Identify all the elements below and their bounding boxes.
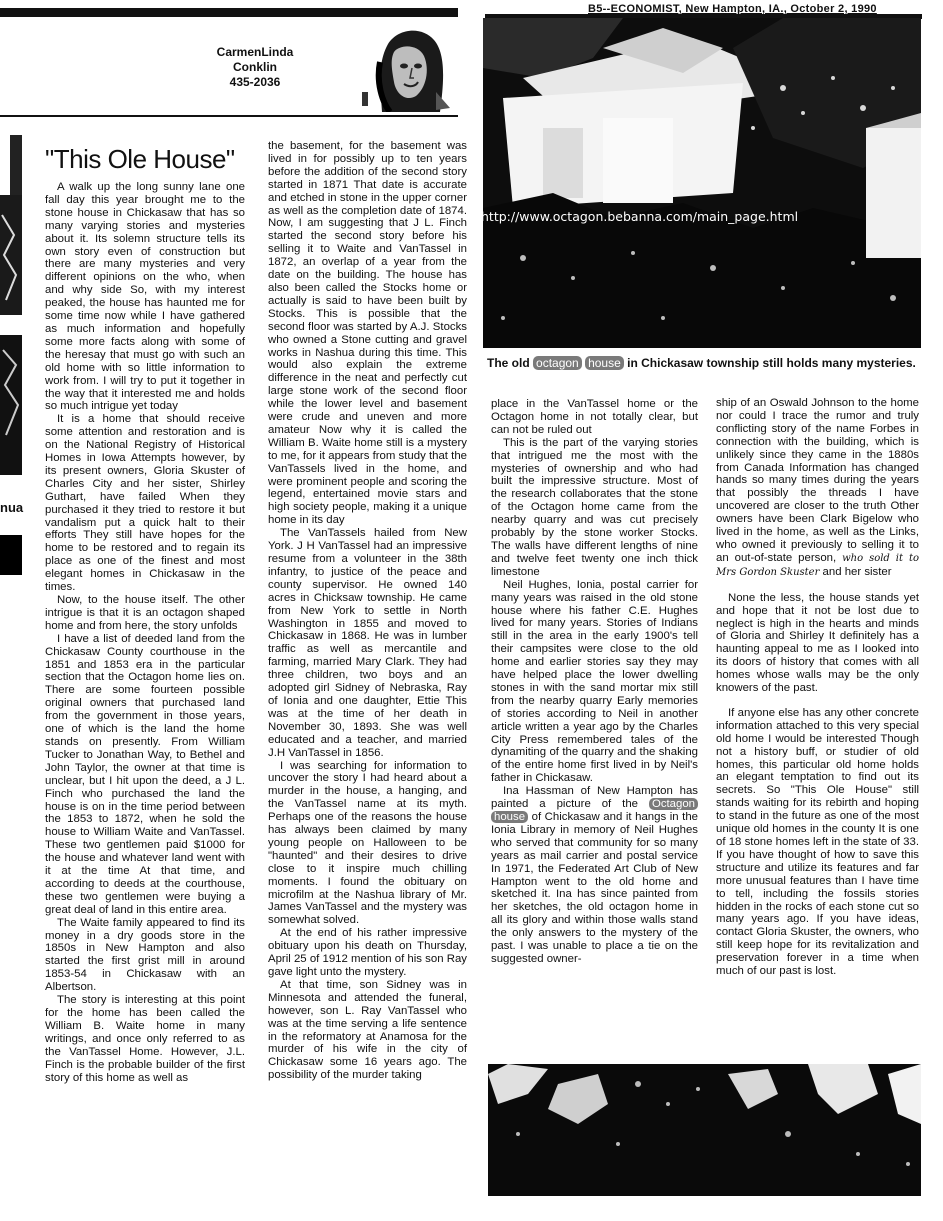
paragraph: I have a list of deeded land from the Chickasaw County courthouse in the 1851 and 1853 era in the particular section that the Octagon home lies on. There are some fourteen possible original owners that purchased land from the government in those years, one of which is the land the home stands on presently. From William Tucker to Jonathan Way, to Bethel and John Taylor, the owner at that time is unclear, but I hit upon the deed, a J L. Finch who purchased the land the house is on in the time period between the 1853 to 1872, when he sold the house to William Waite and VanTassel. These two gentlemen paid $1000 for the house and whatever land went with it at the time At that time, and according to deeds at the courthouse, these two gentlemen were buying a great deal of land in this entire area.	[45, 632, 245, 916]
caption-text: in Chickasaw township still holds many mysteries.	[627, 356, 916, 370]
photo-caption	[487, 356, 919, 370]
overlay-url-text: http://www.octagon.bebanna.com/main_page.html	[481, 209, 799, 224]
adjacent-column-fragment: nua	[0, 500, 24, 515]
paragraph: This is the part of the varying stories that intrigued me the most with the mysteries of ownership and who had built the impressive structure. Most of the research collaborates that the stone of the Octagon home came from the nearby quarry and was cut precisely probably by the stone worker Stocks. The walls have different lengths of nine and twelve feet twenty one inch thick limestone	[491, 436, 698, 578]
highlight-house: house	[491, 811, 528, 823]
caption-highlight-octagon: octagon	[533, 356, 582, 370]
article-column-2	[268, 140, 467, 1082]
paragraph-text: of Chickasaw and it hangs in the Ionia Library in memory of Neil Hughes who served that community for so many years as mail carrier and postal service In 1971, the Federated Art Club of New Hampton went to the old home and sketched it. Ina has since painted from her sketches, the old octagon home in all its glory and within those walls stand the only answers to the mystery of the past. I was unable to place a tie on the suggested owner-	[491, 811, 698, 965]
paragraph: A walk up the long sunny lane one fall day this year brought me to the stone house in Chickasaw that has so many varying stories and mysteries about it. Its solemn structure tells its own story even of construction but there are many mysteries and very different opinions on the who, when and why side So, with my interest peaked, the house has haunted me for some time now while I have gathered as much information and hopefully some more facts along with some of the heresay that must go with such an old home with so little information to work from. I will try to put it together in the way that it interested me and holds so much intrigue yet today	[45, 181, 245, 413]
highlight-octagon: Octagon	[649, 798, 698, 810]
top-rule	[0, 8, 458, 17]
paragraph: If anyone else has any other concrete information attached to this very special old home I would be interested Though not a history buff, or studier of old homes, this particular old home holds an elegant temptation to find out its secrets. So "This Ole House" still stands waiting for its rebirth and hoping to stand in the future as one of the most unique old homes in the county It is one of 18 stone homes left in the state of 33. If you have thought of how to save this structure and utilize its features and far more unusual features than I have time to tell, including the fossils stories hidden in the rocks of each stone cut so many years ago. If you have ideas, contact Gloria Skuster, the owners, who still keep hope for its revitalization and preservation forever in a time when much of our past is lost.	[716, 706, 919, 978]
caption-highlight-house: house	[585, 356, 624, 370]
paragraph: At the end of his rather impressive obituary upon his death on Thursday, April 25 of 1912 mention of his son Ray gave light unto the mystery.	[268, 927, 467, 978]
columnist-portrait	[360, 22, 452, 112]
paragraph: place in the VanTassel home or the Octagon home in not totally clear, but can not be ruled out	[491, 398, 698, 436]
paragraph: Now, to the house itself. The other intrigue is that it is an octagon shaped home and from here, the story unfolds	[45, 594, 245, 632]
paragraph: The Waite family appeared to find its money in a dry goods store in the 1850s in New Hampton and also started the first grist mill in around 1853-54 in Chickasaw with an Albertson.	[45, 916, 245, 994]
article-column-4	[716, 397, 919, 978]
paragraph: It is a home that should receive some attention and restoration and is on the National Registry of Historical Homes in Iowa Attempts however, by its present owners, Gloria Skuster of Charles City and her sister, Shirley Guthart, have failed When they purchased it they tried to restore it but vandalism put a quick halt to their efforts They still have hopes for the home to be restored and to regain its place as one of the finest and most elegant homes in Chickasaw in the times.	[45, 413, 245, 594]
byline	[200, 45, 310, 90]
paragraph-text: ship of an Oswald Johnson to the home nor could I trace the rumor and truly conflicting story of the name Forbes in connection with the building, which is unlikely since they came in the 1880s from Canada Information has changed hands so many times during the years that possibly the threads I have uncovered are closer to the truth Other owners have been Clark Bigelow who lived in the home, as well as the Links, who owned it previously to selling it to an out-of-state person,	[716, 397, 919, 564]
octagon-house-photo	[483, 18, 921, 348]
byline-rule	[0, 115, 458, 117]
masthead: B5--ECONOMIST, New Hampton, IA., October 2, 1990	[588, 3, 877, 15]
byline-phone: 435-2036	[229, 75, 281, 89]
caption-text: The old	[487, 356, 530, 370]
article-column-1	[45, 181, 245, 1084]
paragraph-text: Ina Hassman of New Hampton has painted a picture of the	[491, 785, 698, 811]
paragraph: Neil Hughes, Ionia, postal carrier for many years was raised in the old stone house where his father C.E. Hughes lived for many years. Stories of Indians still in the area in the early 1900's tell their campsites were close to the old home and earlier stories say they may have helped place the lower dwelling stones in with the sand mortar mix still from the nearby quarry Early memories of stories according to Neil in another article written a year ago by the Charles City Press remembered tales of the dynamiting of the quarry and the shaking of the entire home first lived in by Neil's father in Chickasaw.	[491, 578, 698, 785]
paragraph: At that time, son Sidney was in Minnesota and attended the funeral, however, son L. Ray VanTassel who was at the time serving a life sentence in the reformatory at Anamosa for the murder of his wife in the city of Chickasaw some 16 years ago. The possibility of the murder taking	[268, 978, 467, 1082]
paragraph	[716, 397, 919, 580]
paragraph-text: and her sister	[822, 565, 892, 578]
handwritten-annotation: who sold it to Mrs Gordon Skuster	[716, 552, 919, 578]
paragraph: I was searching for information to uncover the story I had heard about a murder in the house, a hanging, and the VanTassel name at its myth. Perhaps one of the reasons the house has always been claimed by many young people on Halloween to be "haunted" and their desires to drive close to it inspire much chilling moments. I found the obituary on microfilm at the Nashua library of Mr. James VanTassel and the mystery was somewhat solved.	[268, 759, 467, 927]
paragraph	[491, 785, 698, 966]
article-headline: "This Ole House"	[45, 144, 235, 174]
article-column-3	[491, 398, 698, 966]
byline-name-last: Conklin	[233, 60, 277, 74]
paragraph: The VanTassels hailed from New York. J H VanTassel had an impressive resume from a volunteer in the 38th infantry, to justice of the peace and county supervisor. He owned 140 acres in Chicksaw township. He came from New York to settle in North Washington in 1855 and moved to Chickasaw in 1868. He was in lumber traffic as well as mercantile and farming, married Mary Clark. They had three children, two boys and an adopted girl Sidney of Nebraska, Ray of Ionia and one daughter, Ettie This was at the time of her death in November 30, 1893. She was well educated and a teacher, and married J.H VanTassel in 1856.	[268, 527, 467, 759]
paragraph: None the less, the house stands yet and hope that it not be lost due to neglect is high in the hearts and minds of Gloria and Shirley It definitely has a haunting appeal to me as I looked into its doors of history that comes with all homes whose walls may be the only knowers of the past.	[716, 591, 919, 695]
byline-name-first: CarmenLinda	[216, 45, 294, 59]
paragraph: The story is interesting at this point for the home has been called the William B. Waite home in many writings, and once only referred to as the VanTassel Home. However, J.L. Finch is the probable builder of the first story of this home as well as	[45, 994, 245, 1084]
paragraph: the basement, for the basement was lived in for possibly up to ten years before the addition of the second story started in 1871 That date is accurate and etched in stone in the upper corner as well as the completion date of 1874. Now, I am suggesting that J L. Finch started the second story before his selling it to Waite and VanTassel in 1872, an overlap of a year from the date on the building. The house has also been called the Stocks home or actually is said to have been built by Stocks. This is possible that the second floor was started by A.J. Stocks who owned a Stone cutting and gravel works in Nashua during this time. This would also explain the extreme difference in the neat and perfectly cut large stone work of the second floor while the lower level and basement were crude and uneven and more amateur Now why it is called the William B. Waite home still is a mystery to me, for it appears from study that the VanTassels lived in the home, and were prominent people and scoring the legend, entertained movie stars and high society people, making it a unique home in its day	[268, 140, 467, 527]
second-photo	[488, 1064, 921, 1196]
